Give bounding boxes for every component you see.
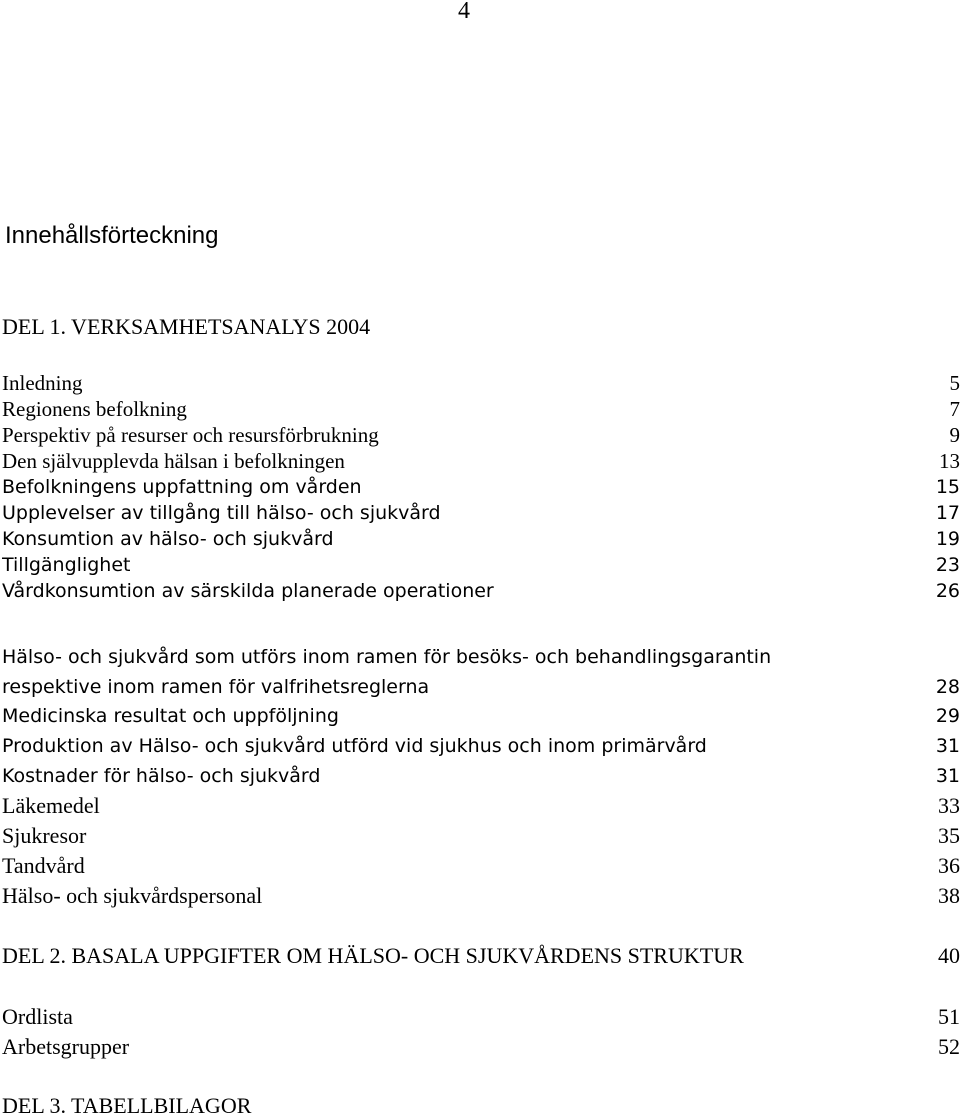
- toc-entry-label: Medicinska resultat och uppföljning: [2, 703, 339, 729]
- toc-entry-del2[interactable]: [2, 943, 960, 969]
- toc-entry-page: 40: [935, 943, 960, 969]
- toc-entry-behandlingsgaranti-line1: Hälso- och sjukvård som utförs inom ramen för besöks- och behandlingsgarantin: [2, 644, 771, 670]
- toc-entry-page: 15: [933, 474, 960, 500]
- page-number: 4: [458, 0, 470, 26]
- toc-entry-sjukresor[interactable]: [2, 823, 960, 849]
- toc-entry-page: 19: [933, 526, 960, 552]
- toc-entry-arbetsgrupper[interactable]: [2, 1034, 960, 1060]
- toc-entry-sjalvupplevda-halsan[interactable]: [2, 448, 960, 474]
- toc-entry-label: Tillgänglighet: [2, 552, 130, 578]
- toc-entry-page: 5: [947, 370, 960, 396]
- toc-title: Innehållsförteckning: [5, 220, 218, 252]
- toc-entry-produktion[interactable]: [2, 733, 960, 759]
- toc-entry-label: Ordlista: [2, 1004, 73, 1030]
- toc-entry-kostnader[interactable]: [2, 763, 960, 789]
- toc-entry-label: Kostnader för hälso- och sjukvård: [2, 763, 320, 789]
- toc-entry-page: 9: [947, 422, 960, 448]
- toc-entry-page: 33: [935, 793, 960, 819]
- toc-entry-page: 28: [933, 674, 960, 700]
- toc-entry-befolkningens-uppfattning[interactable]: [2, 474, 960, 500]
- toc-entry-inledning[interactable]: [2, 370, 960, 396]
- toc-entry-page: 31: [933, 763, 960, 789]
- toc-entry-tillganglighet[interactable]: [2, 552, 960, 578]
- toc-entry-behandlingsgaranti[interactable]: [2, 674, 960, 700]
- toc-entry-label: Arbetsgrupper: [2, 1034, 129, 1060]
- toc-entry-label: Konsumtion av hälso- och sjukvård: [2, 526, 334, 552]
- toc-entry-label: respektive inom ramen för valfrihetsreglerna: [2, 674, 429, 700]
- toc-entry-page: 13: [936, 448, 960, 474]
- toc-entry-page: 51: [935, 1004, 960, 1030]
- toc-entry-label: Regionens befolkning: [2, 396, 187, 422]
- toc-entry-page: 52: [935, 1034, 960, 1060]
- toc-entry-personal[interactable]: [2, 883, 960, 909]
- toc-entry-label: DEL 2. BASALA UPPGIFTER OM HÄLSO- OCH SJUKVÅRDENS STRUKTUR: [2, 943, 744, 969]
- toc-entry-label: Läkemedel: [2, 793, 100, 819]
- toc-entry-page: 35: [935, 823, 960, 849]
- toc-entry-label: Inledning: [2, 370, 82, 396]
- toc-entry-page: 36: [935, 853, 960, 879]
- toc-entry-label: Hälso- och sjukvårdspersonal: [2, 883, 262, 909]
- toc-entry-regionens-befolkning[interactable]: [2, 396, 960, 422]
- toc-entry-ordlista[interactable]: [2, 1004, 960, 1030]
- toc-entry-page: 23: [933, 552, 960, 578]
- toc-entry-page: 17: [933, 500, 960, 526]
- toc-entry-page: 29: [933, 703, 960, 729]
- toc-entry-label: Tandvård: [2, 853, 85, 879]
- toc-entry-lakemedel[interactable]: [2, 793, 960, 819]
- toc-entry-upplevelser-tillgang[interactable]: [2, 500, 960, 526]
- toc-entry-medicinska-resultat[interactable]: [2, 703, 960, 729]
- toc-entry-page: 7: [947, 396, 960, 422]
- toc-entry-page: 38: [935, 883, 960, 909]
- toc-entry-label: Upplevelser av tillgång till hälso- och sjukvård: [2, 500, 441, 526]
- toc-entry-vardkonsumtion[interactable]: [2, 578, 960, 604]
- toc-entry-label: Befolkningens uppfattning om vården: [2, 474, 362, 500]
- toc-entry-label: Perspektiv på resurser och resursförbrukning: [2, 422, 379, 448]
- toc-entry-label: Produktion av Hälso- och sjukvård utförd vid sjukhus och inom primärvård: [2, 733, 707, 759]
- toc-entry-tandvard[interactable]: [2, 853, 960, 879]
- toc-entry-page: 31: [933, 733, 960, 759]
- toc-entry-label: Vårdkonsumtion av särskilda planerade operationer: [2, 578, 494, 604]
- toc-entry-konsumtion[interactable]: [2, 526, 960, 552]
- toc-entry-page: 26: [933, 578, 960, 604]
- toc-entry-label: Sjukresor: [2, 823, 86, 849]
- toc-entry-perspektiv[interactable]: [2, 422, 960, 448]
- del1-heading: DEL 1. VERKSAMHETSANALYS 2004: [2, 313, 370, 341]
- del3-heading: DEL 3. TABELLBILAGOR: [2, 1092, 251, 1120]
- toc-entry-label: Den självupplevda hälsan i befolkningen: [2, 448, 345, 474]
